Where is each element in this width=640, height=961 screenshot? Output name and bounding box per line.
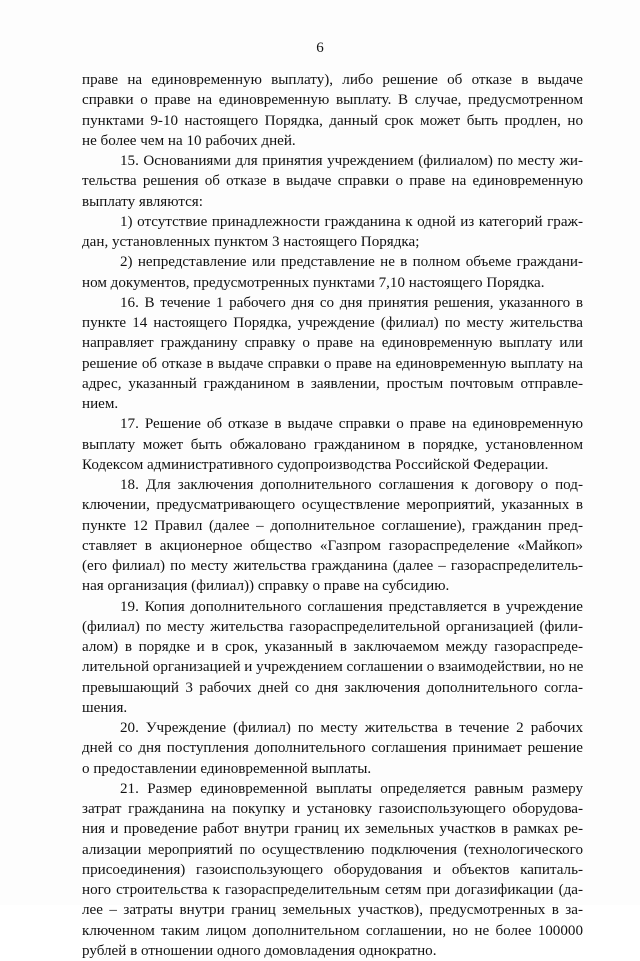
text-line: выплату может быть обжаловано гражданином в порядке, установленном	[82, 436, 583, 453]
text-line: не более чем на 10 рабочих дней.	[82, 132, 296, 149]
text-line: адрес, указанный гражданином в заявлении, простым почтовым отправле-	[82, 375, 583, 392]
text-line: о предоставлении единовременной выплаты.	[82, 760, 372, 777]
text-line: присоединения) газоиспользующего оборудования и объектов капиталь-	[82, 861, 583, 878]
text-line: ставляет в акционерное общество «Газпром газораспределение «Майкоп»	[82, 537, 583, 554]
text-line: Кодексом административного судопроизводства Российской Федерации.	[82, 456, 549, 473]
text-line: 1) отсутствие принадлежности гражданина к одной из категорий граж-	[120, 213, 583, 230]
text-line: выплату являются:	[82, 193, 203, 210]
text-line: 2) непредставление или представление не в полном объеме граждани-	[120, 254, 583, 271]
text-line: дан, установленных пунктом 3 настоящего Порядка;	[82, 234, 420, 250]
text-line: решение об отказе в выдаче справки о праве на единовременную выплату на	[82, 355, 583, 372]
text-line: пункте 12 Правил (далее – дополнительное соглашение), гражданин пред-	[82, 517, 583, 534]
text-line: ключенном таким лицом дополнительном соглашении, но не более 100000	[82, 922, 583, 939]
text-line: 21. Размер единовременной выплаты определяется равным размеру	[120, 780, 583, 797]
text-line: 20. Учреждение (филиал) по месту жительства в течение 2 рабочих	[120, 720, 583, 736]
text-line: шения.	[82, 699, 128, 716]
text-line: затрат гражданина на покупку и установку газоиспользующего оборудова-	[82, 801, 583, 817]
text-line: справки о праве на единовременную выплату. В случае, предусмотренном	[82, 92, 583, 109]
text-line: 18. Для заключения дополнительного соглашения к договору о под-	[120, 477, 583, 493]
text-line: направляет гражданину справку о праве на единовременную выплату или	[82, 335, 583, 352]
text-line: (его филиал) по месту жительства гражданина (далее – газораспределитель-	[82, 558, 583, 574]
text-line: пункте 14 настоящего Порядка, учреждение (филиал) по месту жительства	[82, 315, 583, 331]
text-line: пунктами 9-10 настоящего Порядка, данный срок может быть продлен, но	[82, 112, 583, 129]
text-line: превышающий 3 рабочих дней со дня заключения дополнительного согла-	[82, 679, 583, 696]
text-line: праве на единовременную выплату), либо решение об отказе в выдаче	[82, 72, 583, 88]
text-line: 17. Решение об отказе в выдаче справки о праве на единовременную	[120, 416, 583, 433]
page-number: 6	[316, 40, 324, 56]
text-line: лее – затраты внутри границ земельных участков), предусмотренных в за-	[82, 902, 583, 919]
text-line: ного строительства к газораспределительным сетям при догазификации (да-	[82, 882, 583, 898]
text-line: (филиал) по месту жительства газораспределительной организацией (фили-	[82, 618, 583, 635]
text-line: ная организация (филиал)) справку о праве на субсидию.	[82, 578, 450, 595]
text-line: нием.	[82, 396, 119, 412]
text-line: ключении, предусматривающего осуществление мероприятий, указанных в	[82, 497, 583, 514]
text-line: ализации мероприятий по осуществлению подключения (технологического	[82, 841, 583, 858]
text-line: 19. Копия дополнительного соглашения представляется в учреждение	[120, 598, 583, 615]
text-line: ния и проведение работ внутри границ их земельных участков в рамках ре-	[82, 821, 583, 838]
text-line: рублей в отношении одного домовладения однократно.	[82, 942, 437, 959]
text-line: дней со дня поступления дополнительного соглашения принимает решение	[82, 740, 583, 757]
text-line: лительной организацией и учреждением соглашении о взаимодействии, но не	[82, 659, 583, 676]
text-line: тельства решения об отказе в выдаче справки о праве на единовременную	[82, 173, 583, 190]
text-line: алом) в порядке и в срок, указанный в заключаемом между газораспреде-	[82, 639, 583, 655]
text-line: 15. Основаниями для принятия учреждением (филиалом) по месту жи-	[120, 153, 583, 169]
text-line: 16. В течение 1 рабочего дня со дня принятия решения, указанного в	[120, 294, 583, 311]
text-line: ном документов, предусмотренных пунктами 7,10 настоящего Порядка.	[82, 274, 545, 291]
